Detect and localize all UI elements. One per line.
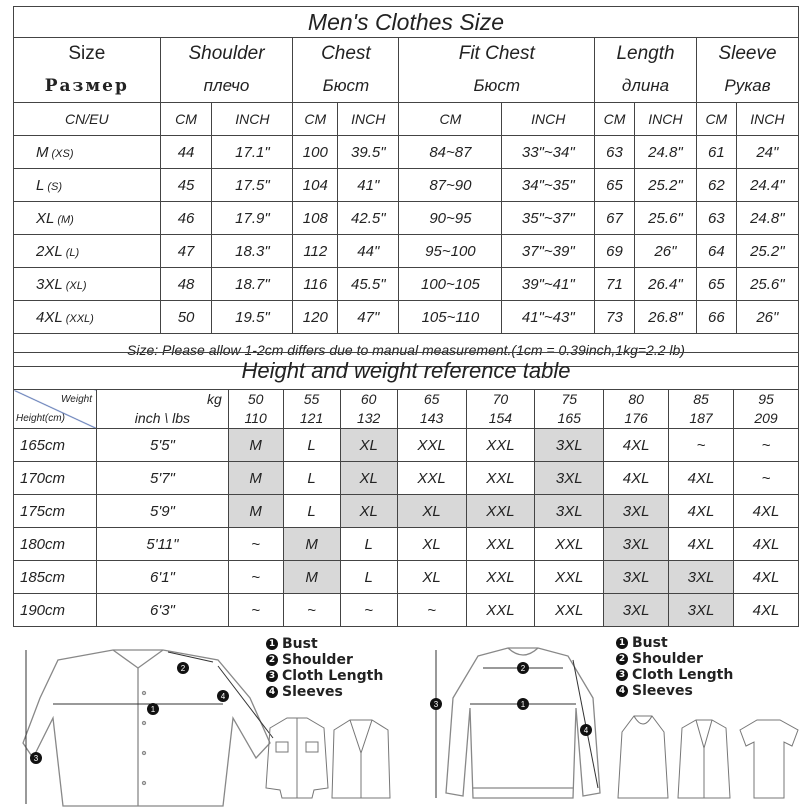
size-row	[14, 136, 799, 169]
legend-label: Sleeves	[282, 684, 343, 700]
measurement-cell: 100	[293, 136, 338, 169]
legend-number: 2	[616, 653, 628, 665]
lbs-label: inch \ lbs	[97, 409, 229, 429]
recommended-size: 4XL	[669, 462, 734, 495]
size-row	[14, 235, 799, 268]
legend-label: Cloth Length	[632, 667, 734, 683]
recommended-size: XL	[397, 528, 466, 561]
recommended-size: XL	[340, 495, 397, 528]
svg-text:2: 2	[520, 664, 526, 673]
size-header-ru: Размер	[14, 70, 161, 103]
recommended-size: XXL	[466, 429, 535, 462]
col-header-en: Sleeve	[696, 38, 798, 71]
measurement-cell: 90~95	[399, 202, 502, 235]
col-header-ru: Бюст	[293, 70, 399, 103]
measurement-cell: 63	[595, 136, 635, 169]
recommended-size: 3XL	[604, 561, 669, 594]
measurement-cell: 66	[696, 301, 736, 334]
recommended-size: XL	[340, 462, 397, 495]
recommended-size: L	[283, 429, 340, 462]
measurement-cell: 39"~41"	[502, 268, 595, 301]
measurement-cell: 26.4"	[634, 268, 696, 301]
measurement-cell: 18.3"	[212, 235, 293, 268]
height-inch: 5'11"	[97, 528, 229, 561]
units-row	[14, 103, 799, 136]
lbs-value: 176	[604, 409, 669, 429]
lbs-value: 209	[733, 409, 798, 429]
measurement-cell: 41"~43"	[502, 301, 595, 334]
recommended-size: ~	[283, 594, 340, 627]
height-cm: 180cm	[14, 528, 97, 561]
hw-row	[14, 462, 799, 495]
legend-label: Shoulder	[282, 652, 353, 668]
recommended-size: 4XL	[604, 429, 669, 462]
unit-header: CM	[160, 103, 212, 136]
kg-value: 60	[340, 390, 397, 410]
measurement-cell: 61	[696, 136, 736, 169]
measurement-cell: 17.9"	[212, 202, 293, 235]
measure-markers	[430, 662, 592, 736]
jacket-icons	[262, 708, 392, 806]
recommended-size: 4XL	[733, 594, 798, 627]
col-header-ru: Бюст	[399, 70, 595, 103]
weight-label: Weight	[61, 394, 92, 405]
recommended-size: M	[228, 495, 283, 528]
unit-header: INCH	[338, 103, 399, 136]
size-header: Size	[14, 38, 161, 71]
hw-row	[14, 594, 799, 627]
measurement-cell: 24.4"	[736, 169, 798, 202]
recommended-size: XXL	[397, 462, 466, 495]
recommended-size: L	[340, 561, 397, 594]
measurement-cell: 47"	[338, 301, 399, 334]
measurement-cell: 46	[160, 202, 212, 235]
recommended-size: ~	[228, 528, 283, 561]
legend-label: Sleeves	[632, 683, 693, 699]
kg-value: 70	[466, 390, 535, 410]
measurement-cell: 39.5"	[338, 136, 399, 169]
measurement-cell: 35"~37"	[502, 202, 595, 235]
hw-row	[14, 495, 799, 528]
size-alt: (S)	[47, 180, 63, 193]
height-inch: 5'9"	[97, 495, 229, 528]
legend-number: 3	[616, 669, 628, 681]
svg-text:3: 3	[433, 700, 439, 709]
col-header-en: Shoulder	[160, 38, 293, 71]
recommended-size: XXL	[466, 594, 535, 627]
size-row	[14, 301, 799, 334]
recommended-size: ~	[228, 594, 283, 627]
recommended-size: M	[283, 561, 340, 594]
svg-text:2: 2	[180, 664, 186, 673]
recommended-size: XXL	[466, 462, 535, 495]
unit-header: CM	[293, 103, 338, 136]
unit-header: INCH	[502, 103, 595, 136]
recommended-size: 3XL	[604, 594, 669, 627]
size-row	[14, 268, 799, 301]
kg-value: 75	[535, 390, 604, 410]
lbs-value: 121	[283, 409, 340, 429]
recommended-size: 3XL	[604, 495, 669, 528]
size-row	[14, 169, 799, 202]
measurement-cell: 24.8"	[736, 202, 798, 235]
kg-value: 50	[228, 390, 283, 410]
recommended-size: XXL	[466, 561, 535, 594]
recommended-size: 4XL	[733, 528, 798, 561]
measurement-cell: 63	[696, 202, 736, 235]
recommended-size: 4XL	[669, 528, 734, 561]
size-table-title: Men's Clothes Size	[14, 7, 799, 38]
measurement-cell: 25.2"	[634, 169, 696, 202]
legend-item	[266, 636, 383, 652]
legend-label: Shoulder	[632, 651, 703, 667]
size-value: 4XL	[36, 308, 63, 326]
lbs-value: 187	[669, 409, 734, 429]
legend-label: Bust	[282, 636, 318, 652]
size-value: 2XL	[36, 242, 63, 260]
recommended-size: 3XL	[669, 594, 734, 627]
measurement-cell: 65	[696, 268, 736, 301]
recommended-size: XXL	[397, 429, 466, 462]
measurement-cell: 42.5"	[338, 202, 399, 235]
recommended-size: 3XL	[535, 462, 604, 495]
unit-header: INCH	[212, 103, 293, 136]
legend-item	[616, 635, 733, 651]
col-header-en: Chest	[293, 38, 399, 71]
measurement-cell: 18.7"	[212, 268, 293, 301]
height-cm: 175cm	[14, 495, 97, 528]
recommended-size: ~	[340, 594, 397, 627]
hw-table-title: Height and weight reference table	[14, 353, 799, 390]
measurement-cell: 64	[696, 235, 736, 268]
measurement-cell: 26.8"	[634, 301, 696, 334]
measurement-cell: 44"	[338, 235, 399, 268]
col-header-ru: длина	[595, 70, 697, 103]
measurement-cell: 25.6"	[736, 268, 798, 301]
recommended-size: M	[283, 528, 340, 561]
recommended-size: 3XL	[669, 561, 734, 594]
size-alt: (L)	[65, 246, 80, 259]
size-alt: (XL)	[65, 279, 87, 292]
size-cell	[14, 268, 161, 301]
measurement-cell: 34"~35"	[502, 169, 595, 202]
measurement-cell: 87~90	[399, 169, 502, 202]
recommended-size: 4XL	[733, 495, 798, 528]
measure-markers	[30, 662, 229, 764]
size-value: XL	[36, 209, 55, 227]
legend-label: Bust	[632, 635, 668, 651]
measurement-note: Size: Please allow 1-2cm differs due to manual measurement.(1cm = 0.39inch,1kg=2.2 lb)	[14, 334, 799, 367]
size-cell	[14, 202, 161, 235]
measurement-cell: 26"	[634, 235, 696, 268]
recommended-size: L	[283, 495, 340, 528]
height-cm: 165cm	[14, 429, 97, 462]
legend-number: 1	[616, 637, 628, 649]
svg-text:4: 4	[220, 692, 226, 701]
measurement-cell: 48	[160, 268, 212, 301]
recommended-size: XXL	[466, 528, 535, 561]
measurement-cell: 45.5"	[338, 268, 399, 301]
sweater-diagram	[428, 638, 618, 808]
unit-header: INCH	[736, 103, 798, 136]
recommended-size: ~	[228, 561, 283, 594]
legend-right	[616, 635, 733, 699]
recommended-size: M	[228, 462, 283, 495]
unit-header: CM	[595, 103, 635, 136]
measurement-cell: 26"	[736, 301, 798, 334]
legend-item	[616, 667, 733, 683]
size-table	[13, 6, 799, 367]
measurement-cell: 24.8"	[634, 136, 696, 169]
kg-value: 55	[283, 390, 340, 410]
height-cm: 170cm	[14, 462, 97, 495]
size-value: 3XL	[36, 275, 63, 293]
unit-header: CN/EU	[14, 103, 161, 136]
recommended-size: ~	[733, 462, 798, 495]
height-cm: 190cm	[14, 594, 97, 627]
lbs-value: 132	[340, 409, 397, 429]
legend-item	[616, 651, 733, 667]
col-header-en: Fit Chest	[399, 38, 595, 71]
measurement-cell: 69	[595, 235, 635, 268]
recommended-size: XXL	[466, 495, 535, 528]
measurement-cell: 62	[696, 169, 736, 202]
measurement-cell: 108	[293, 202, 338, 235]
measurement-cell: 44	[160, 136, 212, 169]
legend-number: 2	[266, 654, 278, 666]
recommended-size: XXL	[535, 561, 604, 594]
legend-item	[266, 652, 383, 668]
svg-text:1: 1	[520, 700, 526, 709]
legend-item	[266, 684, 383, 700]
recommended-size: ~	[669, 429, 734, 462]
recommended-size: 4XL	[604, 462, 669, 495]
lbs-value: 110	[228, 409, 283, 429]
hw-row	[14, 528, 799, 561]
hw-row	[14, 561, 799, 594]
measurement-cell: 25.6"	[634, 202, 696, 235]
recommended-size: L	[340, 528, 397, 561]
col-header-en: Length	[595, 38, 697, 71]
size-cell	[14, 169, 161, 202]
recommended-size: ~	[397, 594, 466, 627]
svg-text:4: 4	[583, 726, 589, 735]
size-cell	[14, 235, 161, 268]
measurement-cell: 33"~34"	[502, 136, 595, 169]
size-value: L	[36, 176, 45, 194]
size-alt: (XXL)	[65, 312, 94, 325]
recommended-size: L	[283, 462, 340, 495]
measurement-cell: 120	[293, 301, 338, 334]
legend-number: 3	[266, 670, 278, 682]
recommended-size: ~	[733, 429, 798, 462]
measurement-cell: 112	[293, 235, 338, 268]
kg-value: 65	[397, 390, 466, 410]
measurement-cell: 19.5"	[212, 301, 293, 334]
lbs-value: 143	[397, 409, 466, 429]
measurement-cell: 65	[595, 169, 635, 202]
measurement-cell: 67	[595, 202, 635, 235]
height-inch: 6'1"	[97, 561, 229, 594]
lbs-value: 165	[535, 409, 604, 429]
height-cm: 185cm	[14, 561, 97, 594]
kg-value: 85	[669, 390, 734, 410]
measurement-cell: 24"	[736, 136, 798, 169]
recommended-size: XXL	[535, 528, 604, 561]
size-value: M	[36, 143, 49, 161]
size-cell	[14, 301, 161, 334]
legend-item	[266, 668, 383, 684]
measurement-cell: 17.1"	[212, 136, 293, 169]
size-alt: (M)	[57, 213, 74, 226]
recommended-size: 3XL	[535, 495, 604, 528]
measurement-cell: 116	[293, 268, 338, 301]
hw-row	[14, 429, 799, 462]
col-header-ru: Рукав	[696, 70, 798, 103]
lbs-row	[14, 409, 799, 429]
measurement-cell: 47	[160, 235, 212, 268]
legend-number: 4	[616, 685, 628, 697]
recommended-size: 3XL	[535, 429, 604, 462]
height-inch: 6'3"	[97, 594, 229, 627]
diagonal-header	[14, 390, 97, 429]
size-cell	[14, 136, 161, 169]
measurement-cell: 71	[595, 268, 635, 301]
measurement-cell: 84~87	[399, 136, 502, 169]
recommended-size: 4XL	[669, 495, 734, 528]
unit-header: CM	[696, 103, 736, 136]
legend-left	[266, 636, 383, 700]
measurement-cell: 45	[160, 169, 212, 202]
svg-text:3: 3	[33, 754, 39, 763]
recommended-size: XL	[397, 495, 466, 528]
col-header-ru: плечо	[160, 70, 293, 103]
measurement-cell: 105~110	[399, 301, 502, 334]
measurement-cell: 95~100	[399, 235, 502, 268]
svg-text:1: 1	[150, 705, 156, 714]
recommended-size: 3XL	[604, 528, 669, 561]
measurement-cell: 50	[160, 301, 212, 334]
recommended-size: XL	[340, 429, 397, 462]
legend-number: 1	[266, 638, 278, 650]
measurement-cell: 41"	[338, 169, 399, 202]
recommended-size: XL	[397, 561, 466, 594]
legend-item	[616, 683, 733, 699]
recommended-size: XXL	[535, 594, 604, 627]
measurement-cell: 37"~39"	[502, 235, 595, 268]
garment-icons	[612, 708, 802, 806]
legend-number: 4	[266, 686, 278, 698]
measurement-cell: 100~105	[399, 268, 502, 301]
height-label: Height(cm)	[16, 413, 65, 424]
kg-label: kg	[97, 390, 229, 410]
kg-value: 80	[604, 390, 669, 410]
kg-value: 95	[733, 390, 798, 410]
size-alt: (XS)	[51, 147, 74, 160]
lbs-value: 154	[466, 409, 535, 429]
height-inch: 5'7"	[97, 462, 229, 495]
recommended-size: M	[228, 429, 283, 462]
size-row	[14, 202, 799, 235]
height-inch: 5'5"	[97, 429, 229, 462]
legend-label: Cloth Length	[282, 668, 384, 684]
measurement-cell: 17.5"	[212, 169, 293, 202]
recommended-size: 4XL	[733, 561, 798, 594]
measurement-cell: 25.2"	[736, 235, 798, 268]
kg-row	[14, 390, 799, 410]
measurement-cell: 104	[293, 169, 338, 202]
unit-header: CM	[399, 103, 502, 136]
measurement-cell: 73	[595, 301, 635, 334]
height-weight-table	[13, 352, 799, 627]
unit-header: INCH	[634, 103, 696, 136]
